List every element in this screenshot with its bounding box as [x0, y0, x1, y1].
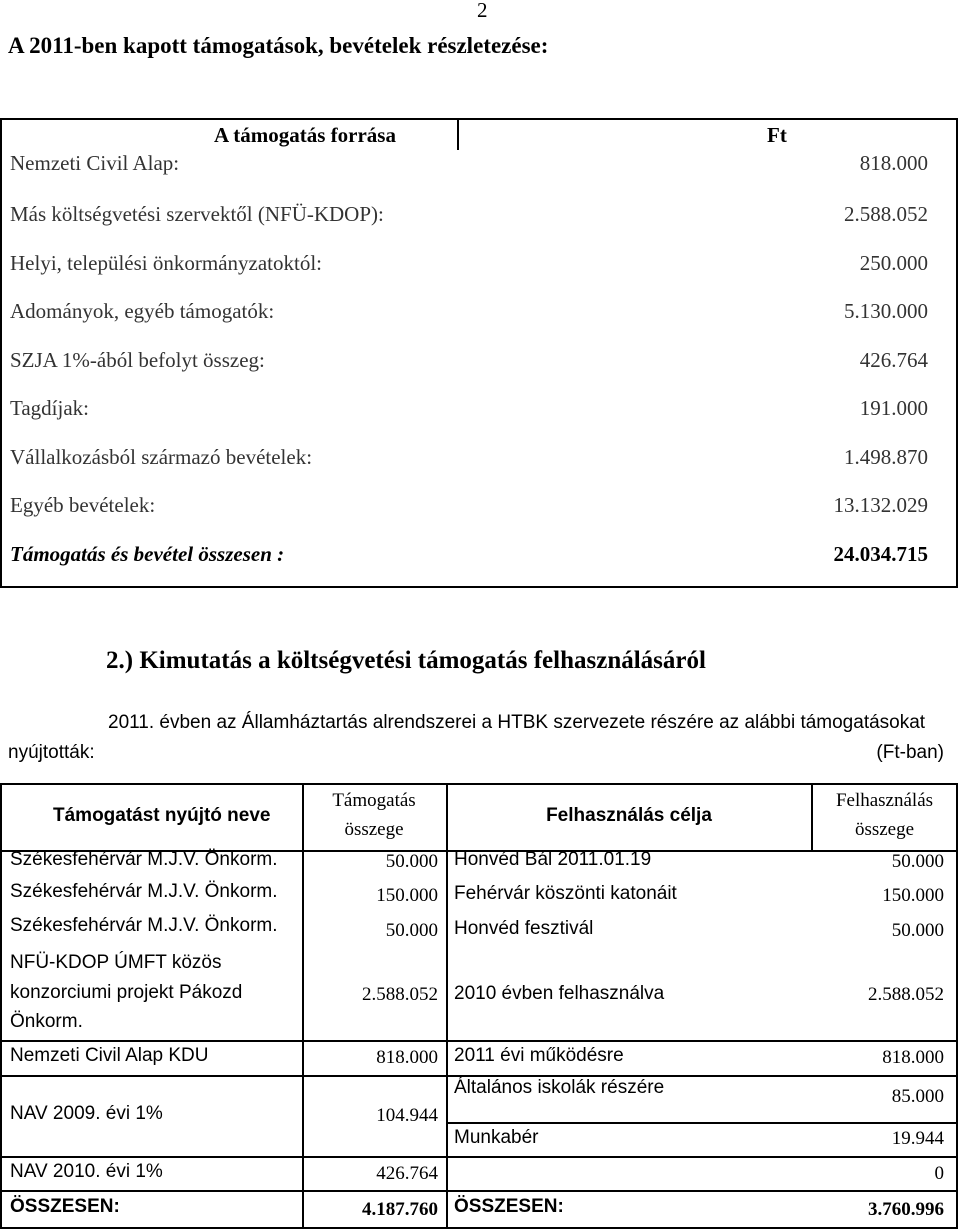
header-provider: Támogatást nyújtó neve: [53, 805, 271, 826]
used-cell: 50.000: [891, 920, 944, 941]
total-label-right: ÖSSZESEN:: [454, 1196, 564, 1217]
amount-cell: 104.944: [376, 1105, 438, 1126]
income-total-row: [2, 542, 956, 572]
income-label: Tagdíjak:: [10, 396, 90, 420]
income-row: [2, 493, 956, 523]
row-divider: [2, 1156, 956, 1158]
used-cell: 2.588.052: [868, 984, 944, 1005]
provider-cell: Székesfehérvár M.J.V. Önkorm.: [10, 849, 278, 870]
purpose-cell: 2011 évi működésre: [454, 1045, 624, 1066]
purpose-cell: Általános iskolák részére: [454, 1077, 665, 1098]
income-value: 250.000: [859, 251, 928, 275]
provider-cell: Székesfehérvár M.J.V. Önkorm.: [10, 915, 278, 936]
income-row: [2, 299, 956, 329]
provider-cell: konzorciumi projekt Pákozd: [10, 982, 243, 1003]
purpose-cell: Munkabér: [454, 1127, 539, 1148]
usage-table: [0, 783, 958, 1229]
income-table: [0, 118, 958, 588]
amount-cell: 818.000: [376, 1047, 438, 1068]
header-source: A támogatás forrása: [214, 123, 396, 147]
row-divider: [2, 1190, 956, 1192]
income-value: 2.588.052: [844, 202, 928, 226]
used-cell: 85.000: [891, 1086, 944, 1107]
total-label-left: ÖSSZESEN:: [10, 1196, 120, 1217]
income-value: 191.000: [859, 396, 928, 420]
income-value: 1.498.870: [844, 445, 928, 469]
page-number: 2: [477, 0, 488, 22]
row-divider: [446, 1122, 956, 1124]
income-label: Nemzeti Civil Alap:: [10, 151, 180, 175]
purpose-cell: 2010 évben felhasználva: [454, 983, 665, 1004]
amount-cell: 50.000: [385, 851, 438, 872]
section-title: A 2011-ben kapott támogatások, bevételek részletezése:: [8, 33, 549, 58]
section2-intro-line1: 2011. évben az Államháztartás alrendszerei a HTBK szervezete részére az alábbi támogatásokat: [108, 712, 926, 733]
income-value: 426.764: [859, 348, 928, 372]
income-total-value: 24.034.715: [833, 542, 928, 566]
income-value: 818.000: [859, 151, 928, 175]
income-label: SZJA 1%-ából befolyt összeg:: [10, 348, 265, 372]
income-value: 5.130.000: [844, 299, 928, 323]
total-amount: 4.187.760: [362, 1199, 438, 1220]
header-divider: [457, 120, 459, 150]
section2-title: 2.) Kimutatás a költségvetési támogatás felhasználásáról: [106, 647, 706, 674]
total-used: 3.760.996: [868, 1199, 944, 1220]
used-cell: 0: [934, 1163, 944, 1184]
income-total-label: Támogatás és bevétel összesen :: [10, 542, 285, 566]
provider-cell: Székesfehérvár M.J.V. Önkorm.: [10, 881, 278, 902]
income-value: 13.132.029: [833, 493, 928, 517]
income-label: Más költségvetési szervektől (NFÜ-KDOP):: [10, 202, 384, 226]
header-amount-line2: összege: [344, 819, 404, 840]
income-row: [2, 251, 956, 281]
income-row: [2, 151, 956, 181]
purpose-cell: Fehérvár köszönti katonáit: [454, 883, 677, 904]
income-row: [2, 202, 956, 232]
section2-intro-line2: nyújtották:: [8, 742, 95, 763]
income-row: [2, 348, 956, 378]
provider-cell: NAV 2009. évi 1%: [10, 1103, 163, 1124]
purpose-cell: Honvéd Bál 2011.01.19: [454, 849, 652, 870]
provider-cell: NAV 2010. évi 1%: [10, 1161, 163, 1182]
income-label: Egyéb bevételek:: [10, 493, 156, 517]
used-cell: 818.000: [882, 1047, 944, 1068]
income-label: Vállalkozásból származó bevételek:: [10, 445, 313, 469]
amount-cell: 426.764: [376, 1163, 438, 1184]
amount-cell: 2.588.052: [362, 984, 438, 1005]
income-label: Helyi, települési önkormányzatoktól:: [10, 251, 323, 275]
section2-unit-note: (Ft-ban): [876, 742, 944, 763]
used-cell: 150.000: [882, 885, 944, 906]
amount-cell: 150.000: [376, 885, 438, 906]
provider-cell: Önkorm.: [10, 1011, 83, 1032]
provider-cell: NFÜ-KDOP ÚMFT közös: [10, 952, 222, 973]
income-row: [2, 396, 956, 426]
header-amount-line1: Támogatás: [332, 790, 416, 811]
header-used-line1: Felhasználás: [835, 790, 934, 811]
income-row: [2, 445, 956, 475]
amount-cell: 50.000: [385, 920, 438, 941]
header-used-line2: összege: [854, 819, 915, 840]
header-unit: Ft: [767, 123, 787, 147]
provider-cell: Nemzeti Civil Alap KDU: [10, 1045, 209, 1066]
used-cell: 50.000: [891, 851, 944, 872]
row-divider: [2, 1040, 956, 1042]
used-cell: 19.944: [891, 1128, 944, 1149]
header-purpose: Felhasználás célja: [546, 805, 712, 826]
income-label: Adományok, egyéb támogatók:: [10, 299, 275, 323]
purpose-cell: Honvéd fesztivál: [454, 918, 594, 939]
